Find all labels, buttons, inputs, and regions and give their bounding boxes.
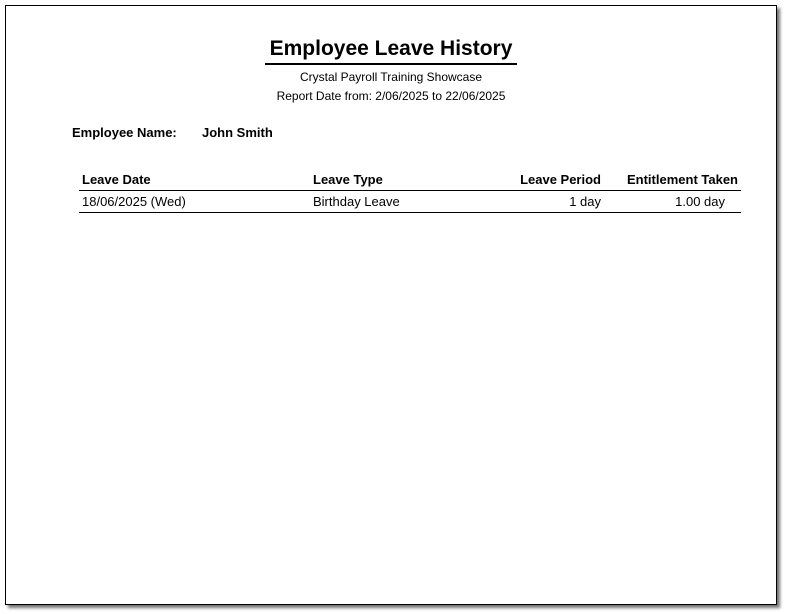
report-date-range: Report Date from: 2/06/2025 to 22/06/2025 — [276, 89, 506, 103]
column-header-leave-type: Leave Type — [313, 172, 383, 187]
employee-name-value: John Smith — [202, 125, 273, 140]
table-header-row — [79, 169, 741, 191]
cell-entitlement-taken: 1.00 day — [675, 194, 725, 209]
cell-leave-period: 1 day — [569, 194, 601, 209]
leave-table — [79, 169, 741, 213]
column-header-entitlement-taken: Entitlement Taken — [626, 172, 738, 187]
cell-leave-type: Birthday Leave — [313, 194, 400, 209]
employee-name-label: Employee Name: — [72, 125, 177, 140]
report-page — [5, 5, 777, 605]
table-row — [79, 191, 741, 213]
report-title: Employee Leave History — [6, 36, 776, 65]
column-header-leave-date: Leave Date — [82, 172, 151, 187]
cell-leave-date: 18/06/2025 (Wed) — [82, 194, 186, 209]
company-name: Crystal Payroll Training Showcase — [299, 70, 483, 84]
column-header-leave-period: Leave Period — [520, 172, 601, 187]
